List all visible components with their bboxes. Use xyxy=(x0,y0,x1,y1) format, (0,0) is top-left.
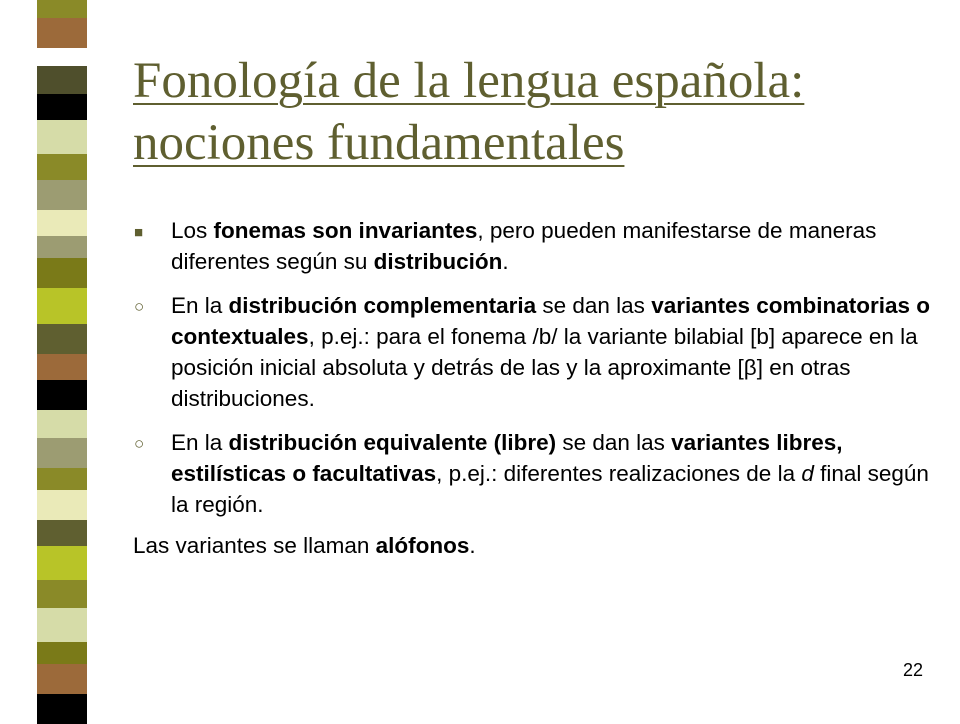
bullet-text-segment: alófonos xyxy=(375,533,470,558)
stripe-segment xyxy=(37,490,87,520)
stripe-segment xyxy=(37,438,87,468)
bullet-text-segment: Los xyxy=(171,218,214,243)
bullet-text-segment: , p.ej.: diferentes realizaciones de la xyxy=(436,461,802,486)
stripe-segment xyxy=(37,468,87,490)
stripe-segment xyxy=(37,546,87,580)
stripe-segment xyxy=(37,324,87,354)
stripe-segment xyxy=(37,48,87,66)
bullet-item xyxy=(133,215,933,277)
stripe-segment xyxy=(37,120,87,154)
bullet-text-segment: distribución complementaria xyxy=(228,293,537,318)
bullet-item xyxy=(133,290,933,414)
bullet-text-segment: distribución equivalente (libre) xyxy=(228,430,557,455)
stripe-segment xyxy=(37,608,87,642)
stripe-segment xyxy=(37,664,87,694)
stripe-segment xyxy=(37,642,87,664)
stripe-segment xyxy=(37,18,87,48)
bullet-text-segment: fonemas son invariantes xyxy=(213,218,478,243)
stripe-segment xyxy=(37,354,87,380)
page-number: 22 xyxy=(903,660,924,680)
bullet-text-segment: Las variantes se llaman xyxy=(133,533,376,558)
decorative-stripe-bar xyxy=(37,0,87,720)
bullet-text-segment: , p.ej.: para el fonema /b/ la variante bilabial [b] aparece en la posición inicial absoluta y detrás de las y la aproximante [β] en otras distribuciones. xyxy=(171,324,918,411)
stripe-segment xyxy=(37,66,87,94)
bullet-text-segment: distribución xyxy=(373,249,503,274)
bullet-item xyxy=(133,530,933,561)
stripe-segment xyxy=(37,258,87,288)
stripe-segment xyxy=(37,580,87,608)
bullet-text-segment: variantes libres, estilísticas o facultativas xyxy=(171,430,843,486)
bullet-item xyxy=(133,427,933,520)
bullet-text-segment: En la xyxy=(171,430,229,455)
stripe-segment xyxy=(37,236,87,258)
bullet-text-segment: . xyxy=(469,533,476,558)
bullet-text-segment: . xyxy=(502,249,509,274)
ring-bullet-icon: ○ xyxy=(134,434,145,453)
stripe-segment xyxy=(37,288,87,324)
bullet-text-segment: se dan las xyxy=(556,430,672,455)
bullet-text-segment: final según la región. xyxy=(171,461,929,517)
ring-bullet-icon: ○ xyxy=(134,297,145,316)
square-bullet-icon: ■ xyxy=(134,224,144,241)
stripe-segment xyxy=(37,380,87,410)
stripe-segment xyxy=(37,520,87,546)
bullet-text-segment: variantes combinatorias o contextuales xyxy=(171,293,931,349)
bullet-text-segment: , pero pueden manifestarse de maneras diferentes según su xyxy=(171,218,877,274)
stripe-segment xyxy=(37,210,87,236)
bullet-text-segment: d xyxy=(801,461,814,486)
slide-title: Fonología de la lengua española: nociones fundamentales xyxy=(133,53,805,171)
stripe-segment xyxy=(37,94,87,120)
bullet-text-segment: se dan las xyxy=(536,293,652,318)
stripe-segment xyxy=(37,410,87,438)
stripe-segment xyxy=(37,0,87,18)
stripe-segment xyxy=(37,154,87,180)
bullet-text-segment: En la xyxy=(171,293,229,318)
slide-body xyxy=(133,215,933,561)
stripe-segment xyxy=(37,180,87,210)
